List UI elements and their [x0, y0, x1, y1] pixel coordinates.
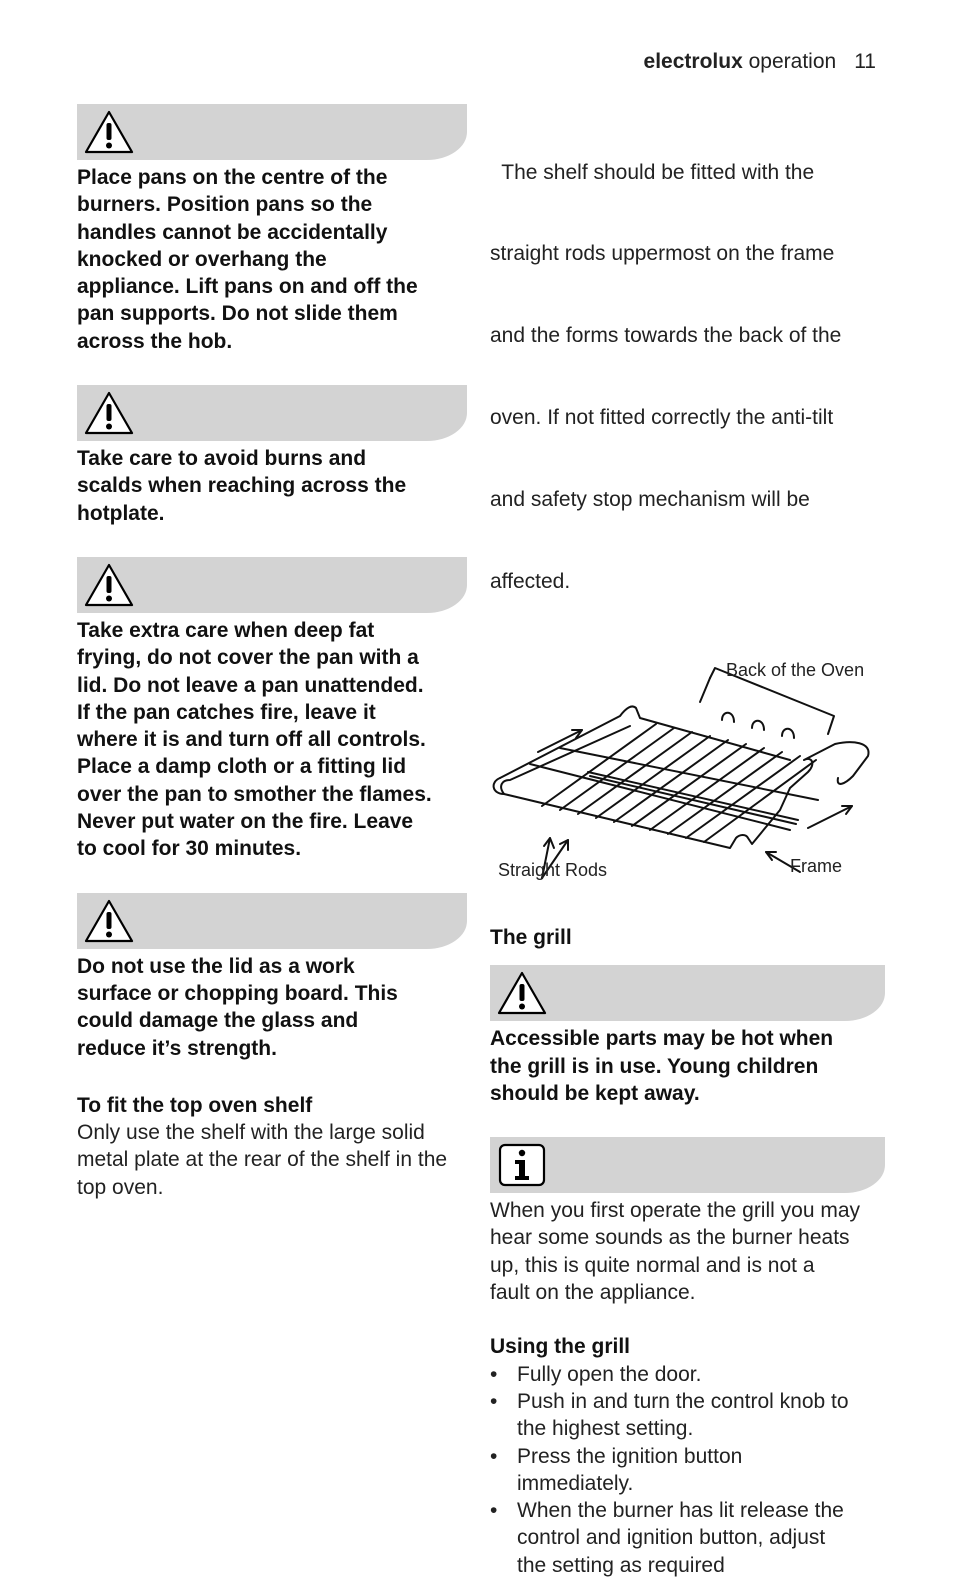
label-back-of-oven: Back of the Oven	[726, 659, 865, 680]
warning-banner	[490, 965, 885, 1021]
warning-banner	[77, 385, 467, 441]
label-frame: Frame	[790, 855, 843, 876]
warning-pans-text: Place pans on the centre of the burners. Position pans so the handles cannot be accidentally knocked or overhang the appliance. Lift pans on and off the pan supports. Do not slide them across the hob.	[77, 166, 418, 353]
list-item: • Push in and turn the control knob to the highest setting.	[490, 1388, 885, 1443]
warning-triangle-icon	[496, 970, 548, 1016]
warning-triangle-icon	[83, 562, 135, 608]
warning-banner	[77, 557, 467, 613]
info-icon	[496, 1142, 548, 1188]
warning-deep-fat-text: Take extra care when deep fat frying, do not cover the pan with a lid. Do not leave a pan unattended. If the pan catches fire, leave it where it is and turn off all controls. Place a damp cloth or a fitting lid over the pan to smother the flames. Never put water on the fire. Leave to cool for 30 minutes.	[77, 618, 432, 861]
warning-banner	[77, 893, 467, 949]
warning-lid-text: Do not use the lid as a work surface or chopping board. This could damage the glass and reduce it’s strength.	[77, 954, 398, 1060]
list-item: • Press the ignition button immediately.	[490, 1443, 885, 1498]
brand-name: electrolux	[643, 50, 743, 73]
page-header	[644, 50, 876, 74]
warning-banner	[77, 104, 467, 160]
list-item: • Fully open the door.	[490, 1361, 885, 1388]
warning-triangle-icon	[83, 109, 135, 155]
grill-heading: The grill	[490, 925, 572, 949]
oven-shelf-diagram	[490, 660, 885, 900]
warning-triangle-icon	[83, 390, 135, 436]
label-straight-rods: Straight Rods	[498, 859, 608, 880]
warning-grill-text: Accessible parts may be hot when the grill is in use. Young children should be kept away.	[490, 1027, 834, 1105]
shelf-text: Only use the shelf with the large solid metal plate at the rear of the shelf in the top oven.	[77, 1121, 448, 1199]
right-column	[490, 104, 885, 1579]
page-number: 11	[854, 50, 876, 73]
using-grill-heading: Using the grill	[490, 1335, 631, 1359]
shelf-heading: To fit the top oven shelf	[77, 1093, 313, 1117]
info-banner	[490, 1137, 885, 1193]
warning-triangle-icon	[83, 898, 135, 944]
left-column	[77, 104, 467, 1201]
info-text: When you first operate the grill you may hear some sounds as the burner heats up, this is quite normal and is not a fault on the appliance.	[490, 1199, 861, 1305]
shelf-fit-text: The shelf should be fitted with the straight rods uppermost on the frame and the forms towards the back of the oven. If not fitted correctly the anti-tilt and safety stop mechanism will be affected.	[490, 160, 842, 594]
warning-burns-text: Take care to avoid burns and scalds when reaching across the hotplate.	[77, 447, 407, 525]
section-name: operation	[748, 50, 837, 73]
list-item: • When the burner has lit release the control and ignition button, adjust the setting as required	[490, 1497, 885, 1579]
grill-steps-list	[490, 1361, 885, 1579]
